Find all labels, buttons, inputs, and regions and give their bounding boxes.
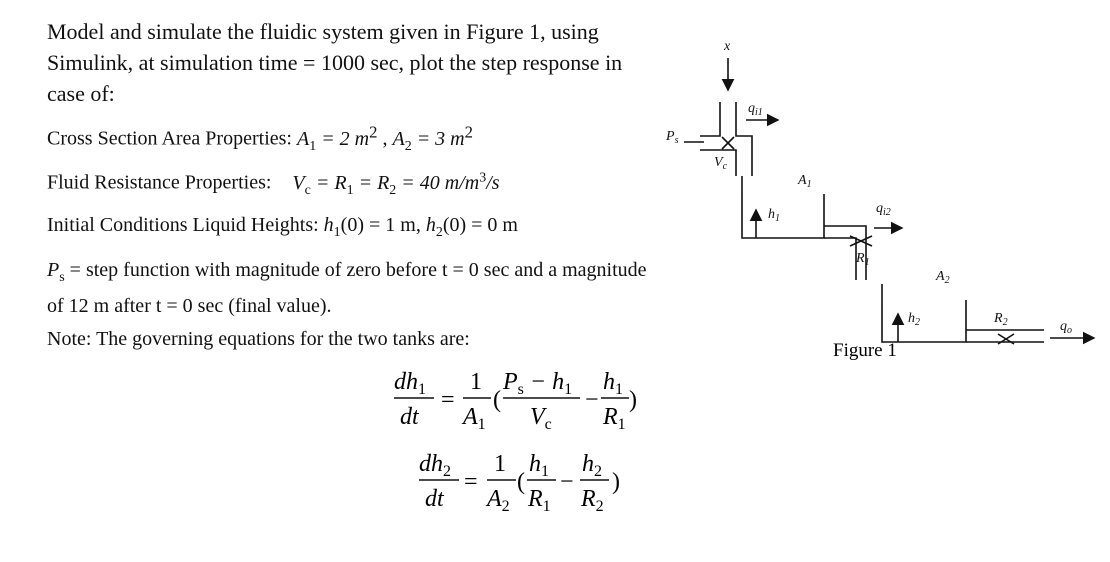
a1-value: = 2 $m^2$ <box>321 122 378 150</box>
eq2-term1-denominator: $R_1$ <box>528 486 551 515</box>
x-label: x <box>724 39 731 54</box>
ps-symbol: $P_s$ <box>47 259 65 285</box>
eq1-lhs-numerator: $dh_1$ <box>394 369 426 398</box>
eq2-right-paren: ) <box>612 469 620 495</box>
eq1-minus: − <box>585 387 599 413</box>
initial-label: Initial Conditions Liquid Heights: <box>47 214 324 236</box>
eq1-lhs-denominator: dt <box>400 404 419 430</box>
ps-text: = step function with magnitude of zero before t = 0 sec and a magnitude of 12 m after t = 0 sec (final value). <box>47 259 647 317</box>
eq1-left-paren: ( <box>493 387 501 413</box>
h1-initial-value: (0) = 1 m, <box>340 214 426 236</box>
vc-label: $V_c$ <box>714 155 728 172</box>
eq2-lhs-denominator: dt <box>425 486 444 512</box>
eq2-term1-numerator: $h_1$ <box>529 451 549 480</box>
eq2-term2-denominator: $R_2$ <box>581 486 604 515</box>
resistance-label: Fluid Resistance Properties: <box>47 171 272 194</box>
eq2-minus: − <box>560 469 574 495</box>
r1-label: $R_1$ <box>856 251 870 268</box>
eq1-term1-numerator: $P_s - h_1$ <box>503 369 573 398</box>
tank-1 <box>742 194 824 238</box>
note-line: Note: The governing equations for the two tanks are: <box>47 328 470 350</box>
eq2-term2-numerator: $h_2$ <box>582 451 602 480</box>
a2-label: $A_2$ <box>936 269 950 286</box>
intro-paragraph: Model and simulate the fluidic system given in Figure 1, using Simulink, at simulation time = 1000 sec, plot the step response in case of: <box>47 19 623 106</box>
eq1-term2-numerator: $h_1$ <box>603 369 623 398</box>
eq1-term1-denominator: $V_c$ <box>530 404 552 433</box>
eq2-left-paren: ( <box>517 469 525 495</box>
resistance-expression: $V_c = R_1 = R_2 = 40$ $m/m^3/s$ <box>292 170 500 198</box>
area-label: Cross Section Area Properties: <box>47 127 297 150</box>
a1-label: $A_1$ <box>798 173 812 190</box>
eq1-coef-numerator: 1 <box>470 369 482 395</box>
h2-label: $h_2$ <box>908 311 920 328</box>
ps-label: $P_s$ <box>666 129 679 146</box>
h2-initial-value: (0) = 0 m <box>442 214 518 236</box>
eq2-coef-numerator: 1 <box>494 451 506 477</box>
figure-caption: Figure 1 <box>833 340 897 361</box>
a1-symbol: $A_1$ <box>296 127 317 154</box>
eq2-coef-denominator: $A_2$ <box>487 486 510 515</box>
eq1-right-paren: ) <box>629 387 637 413</box>
qi1-label: $q_{i1}$ <box>748 101 763 118</box>
a2-symbol: $A_2$ <box>392 127 412 154</box>
qi2-label: $q_{i2}$ <box>876 201 891 218</box>
r2-label: $R_2$ <box>994 311 1008 328</box>
h2-initial: $h_2$ <box>425 214 443 240</box>
outlet-1-lower <box>824 238 856 280</box>
a2-value: = 3 $m^2$ <box>416 122 473 150</box>
eq2-equals: = <box>464 469 478 495</box>
eq1-equals: = <box>441 387 455 413</box>
h1-label: $h_1$ <box>768 207 780 224</box>
tank-2 <box>882 300 966 342</box>
supply-pipe-left-wall <box>700 102 720 136</box>
h1-initial: $h_1$ <box>323 214 341 240</box>
area-separator: , <box>377 127 393 150</box>
eq1-coef-denominator: $A_1$ <box>463 404 486 433</box>
qo-label: $q_o$ <box>1060 319 1072 336</box>
eq1-term2-denominator: $R_1$ <box>603 404 626 433</box>
eq2-lhs-numerator: $dh_2$ <box>419 451 451 480</box>
